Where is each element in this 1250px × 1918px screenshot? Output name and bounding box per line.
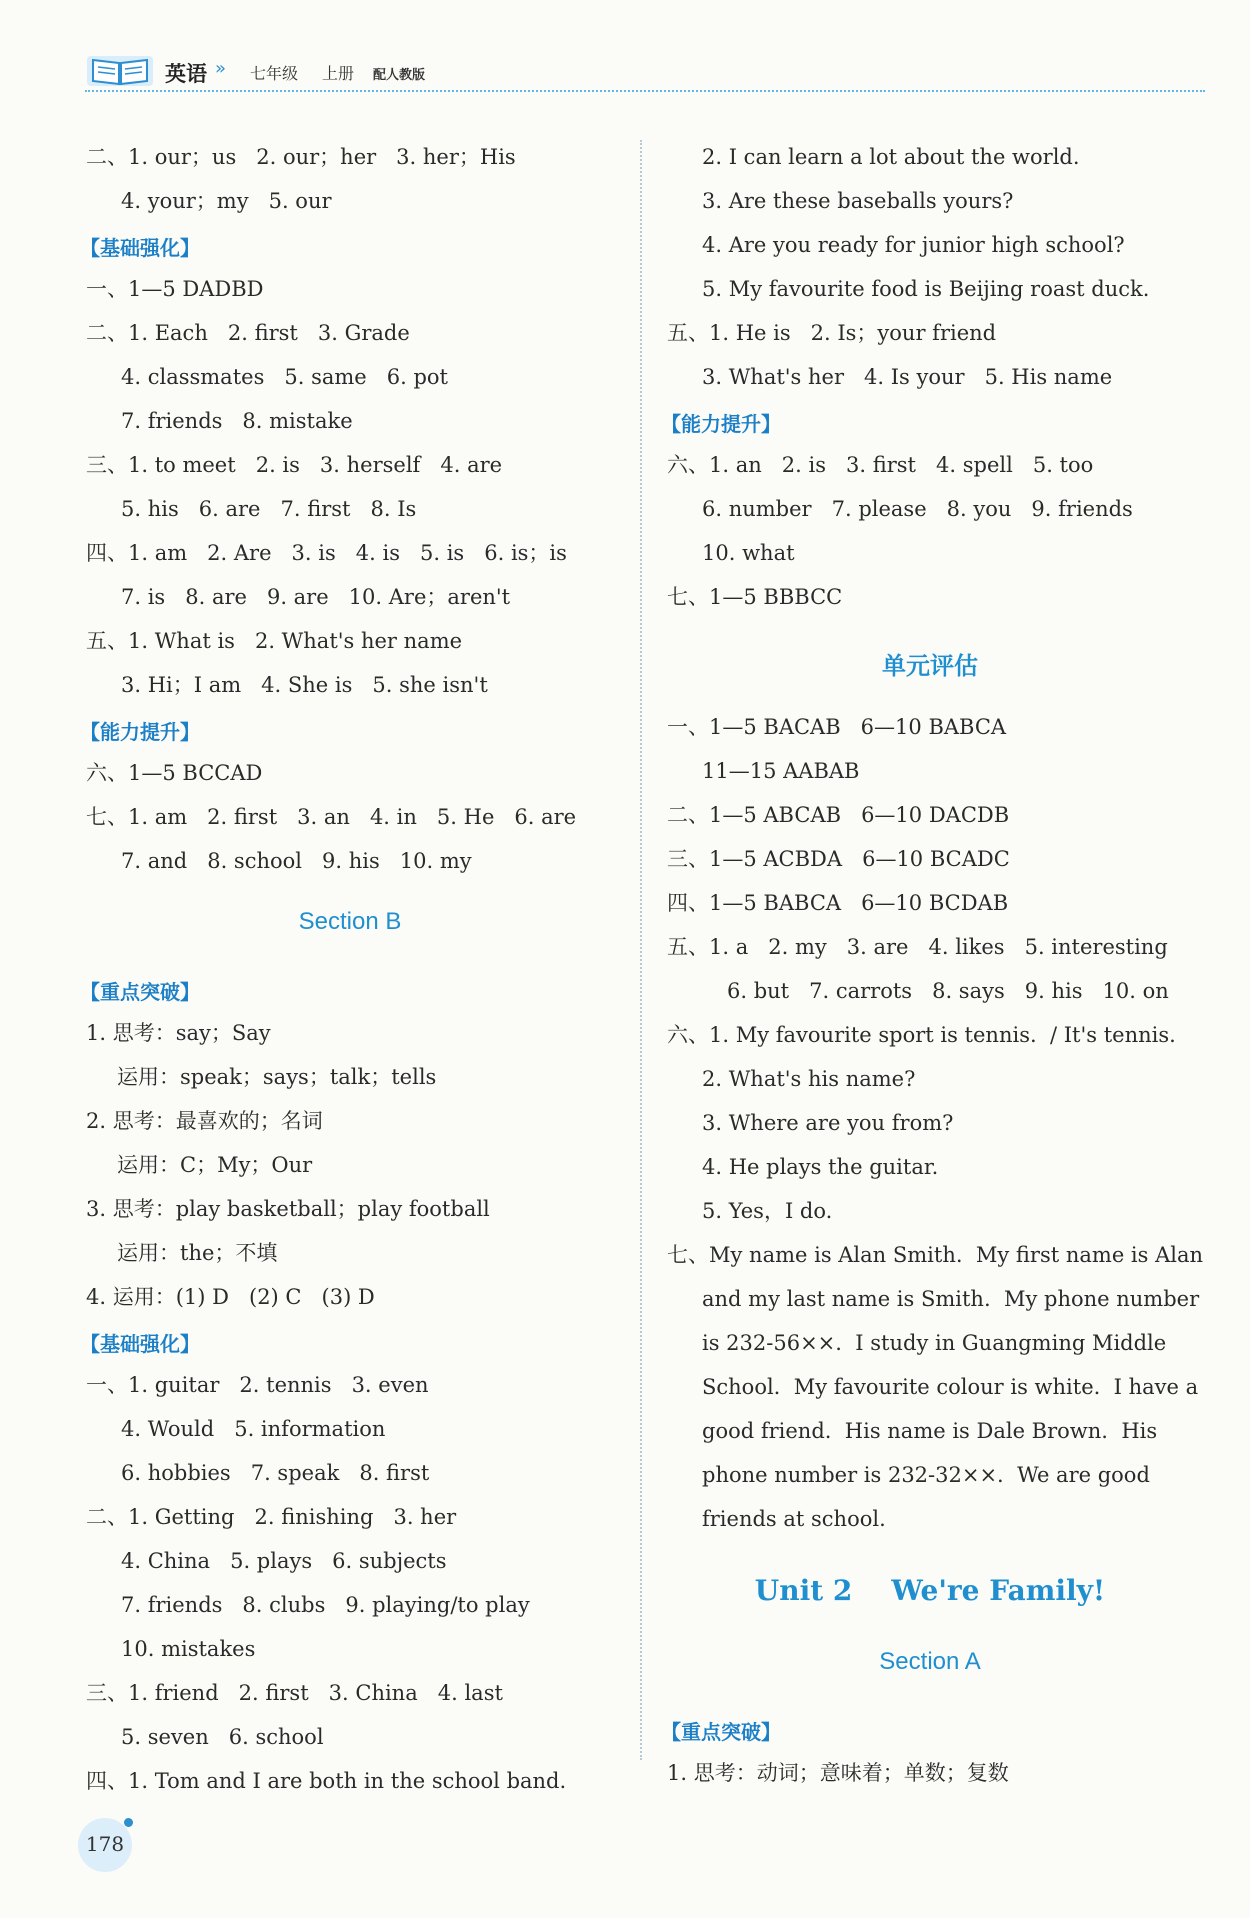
header-divider (85, 90, 1205, 92)
page-number: 178 (85, 1832, 125, 1856)
section-label: 【基础强化】 (80, 236, 200, 260)
answer-line: 10. mistakes (121, 1637, 256, 1661)
answer-line: 运用：C；My；Our (117, 1153, 313, 1177)
essay-line: friends at school. (702, 1507, 886, 1531)
answer-line: 六、1. My favourite sport is tennis. / It's tennis. (667, 1023, 1176, 1047)
answer-line: 6. hobbies 7. speak 8. first (121, 1461, 430, 1485)
page-number-badge (78, 1818, 132, 1872)
page-dot-icon (124, 1818, 133, 1827)
page-header (85, 52, 1205, 94)
answer-line: 五、1. What is 2. What's her name (86, 629, 463, 653)
answer-line: 1. 思考：动词；意味着；单数；复数 (667, 1761, 1009, 1785)
column-divider (640, 140, 642, 1760)
volume-label: 上册 (322, 64, 355, 83)
answer-line: 运用：the；不填 (117, 1241, 278, 1265)
essay-line: good friend. His name is Dale Brown. His (702, 1419, 1158, 1443)
unit-evaluation-title: 单元评估 (882, 652, 978, 680)
answer-line: 4. classmates 5. same 6. pot (121, 365, 448, 389)
answer-line: 7. is 8. are 9. are 10. Are；aren't (121, 585, 511, 609)
answer-line: 7. and 8. school 9. his 10. my (121, 849, 472, 873)
answer-line: 一、1—5 DADBD (86, 277, 264, 301)
answer-line: 4. Would 5. information (121, 1417, 386, 1441)
answer-line: 二、1. Getting 2. finishing 3. her (86, 1505, 457, 1529)
section-label: 【基础强化】 (80, 1332, 200, 1356)
answer-line: 三、1. to meet 2. is 3. herself 4. are (86, 453, 503, 477)
answer-line: 3. 思考：play basketball；play football (86, 1197, 490, 1221)
section-b-title: Section B (298, 908, 402, 935)
edition-label: 配人教版 (373, 68, 426, 83)
answer-line: 五、1. He is 2. Is；your friend (667, 321, 997, 345)
answer-line: 3. Where are you from? (702, 1111, 954, 1135)
answer-line: 二、1. Each 2. first 3. Grade (86, 321, 410, 345)
answer-line: 一、1—5 BACAB 6—10 BABCA (667, 715, 1007, 739)
answer-line: 3. Hi；I am 4. She is 5. she isn't (121, 673, 488, 697)
answer-line: 10. what (702, 541, 795, 565)
answer-line: 4. China 5. plays 6. subjects (121, 1549, 447, 1573)
answer-line: 七、1. am 2. first 3. an 4. in 5. He 6. are (86, 805, 577, 829)
subject-label: 英语 (165, 62, 207, 86)
answer-line: 3. Are these baseballs yours? (702, 189, 1014, 213)
book-icon (85, 52, 155, 90)
answer-line: 7. friends 8. mistake (121, 409, 353, 433)
answer-line: 5. seven 6. school (121, 1725, 324, 1749)
essay-line: phone number is 232-32××. We are good (702, 1463, 1150, 1487)
unit2-title: Unit 2 We're Family! (754, 1574, 1106, 1607)
answer-line: 六、1. an 2. is 3. first 4. spell 5. too (667, 453, 1094, 477)
essay-line: and my last name is Smith. My phone number (702, 1287, 1200, 1311)
grade-label: 七年级 (250, 64, 299, 83)
answer-line: 一、1. guitar 2. tennis 3. even (86, 1373, 429, 1397)
answer-line: 5. My favourite food is Beijing roast duck. (702, 277, 1150, 301)
answer-line: 4. your；my 5. our (121, 189, 332, 213)
answer-line: 2. What's his name? (702, 1067, 916, 1091)
answer-line: 二、1. our；us 2. our；her 3. her；His (86, 145, 516, 169)
answer-line: 四、1. Tom and I are both in the school band. (86, 1769, 567, 1793)
answer-line: 5. Yes，I do. (702, 1199, 833, 1223)
answer-line: 4. 运用：(1) D (2) C (3) D (86, 1285, 375, 1309)
answer-line: 6. but 7. carrots 8. says 9. his 10. on (727, 979, 1169, 1003)
answer-line: 6. number 7. please 8. you 9. friends (702, 497, 1133, 521)
essay-line: School. My favourite colour is white. I have a (702, 1375, 1199, 1399)
answer-line: 四、1. am 2. Are 3. is 4. is 5. is 6. is；is (86, 541, 567, 565)
section-label: 【重点突破】 (80, 980, 200, 1004)
answer-line: 7. friends 8. clubs 9. playing/to play (121, 1593, 530, 1617)
section-label: 【重点突破】 (661, 1720, 781, 1744)
answer-line: 运用：speak；says；talk；tells (117, 1065, 437, 1089)
chevron-icon: » (215, 58, 223, 79)
answer-line: 2. 思考：最喜欢的；名词 (86, 1109, 323, 1133)
answer-line: 三、1. friend 2. first 3. China 4. last (86, 1681, 503, 1705)
answer-line: 四、1—5 BABCA 6—10 BCDAB (667, 891, 1009, 915)
section-label: 【能力提升】 (80, 720, 200, 744)
answer-line: 4. He plays the guitar. (702, 1155, 939, 1179)
essay-line: 七、My name is Alan Smith. My first name is Alan (667, 1243, 1204, 1267)
answer-line: 1. 思考：say；Say (86, 1021, 271, 1045)
answer-line: 七、1—5 BBBCC (667, 585, 843, 609)
answer-line: 五、1. a 2. my 3. are 4. likes 5. interesting (667, 935, 1168, 959)
answer-line: 4. Are you ready for junior high school? (702, 233, 1125, 257)
answer-line: 二、1—5 ABCAB 6—10 DACDB (667, 803, 1010, 827)
section-a-title: Section A (879, 1648, 981, 1675)
answer-line: 11—15 AABAB (702, 759, 860, 783)
section-label: 【能力提升】 (661, 412, 781, 436)
answer-line: 六、1—5 BCCAD (86, 761, 263, 785)
answer-line: 5. his 6. are 7. first 8. Is (121, 497, 417, 521)
essay-line: is 232-56××. I study in Guangming Middle (702, 1331, 1167, 1355)
answer-line: 2. I can learn a lot about the world. (702, 145, 1080, 169)
answer-line: 3. What's her 4. Is your 5. His name (702, 365, 1113, 389)
answer-line: 三、1—5 ACBDA 6—10 BCADC (667, 847, 1010, 871)
